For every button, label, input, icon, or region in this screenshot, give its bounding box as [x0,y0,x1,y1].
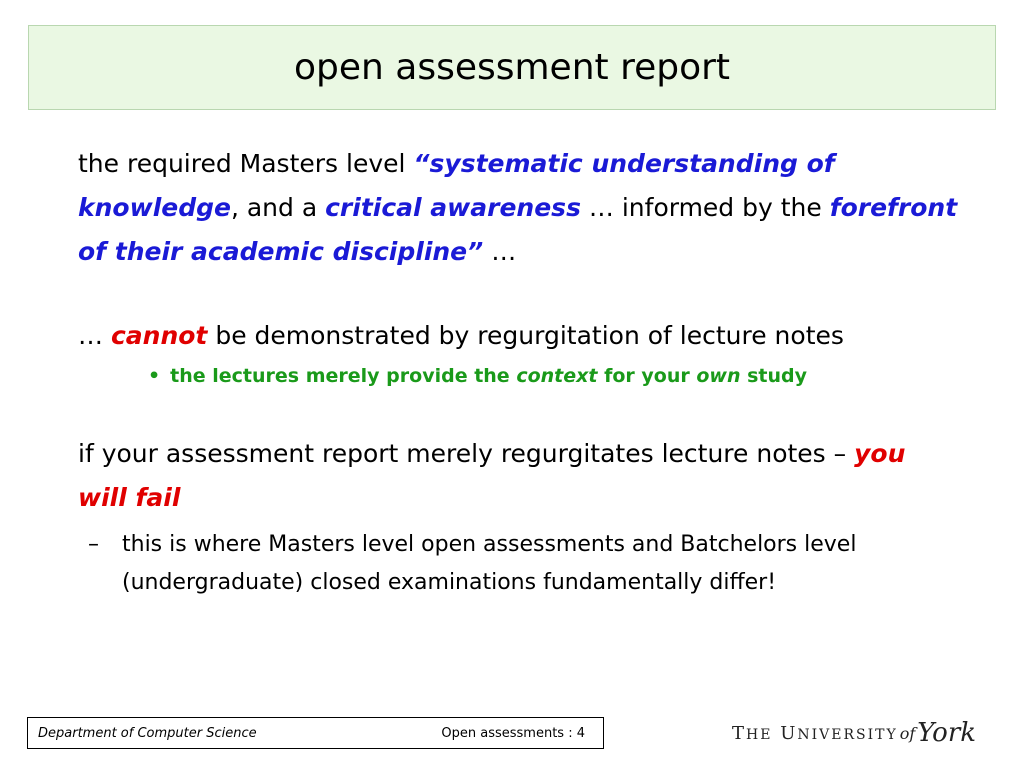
emphasis-cannot: cannot [110,321,208,350]
text: if your assessment report merely regurgitates lecture notes – [78,439,855,468]
footer-department: Department of Computer Science [38,725,257,741]
logo-word-the: THE [732,722,773,744]
close-quote: ” [467,237,484,266]
title-banner [28,25,996,110]
text: be demonstrated by regurgitation of lecture notes [207,321,844,350]
text: … informed by the [580,193,830,222]
open-quote: “ [413,149,430,178]
bullet-dash: – [88,532,99,557]
university-of-york-logo [732,714,994,752]
emphasis-systematic-understanding: systematic understanding of knowledge [78,149,835,222]
text: , and a [230,193,326,222]
emphasis-own: own [696,365,741,387]
emphasis-critical-awareness: critical awareness [325,193,581,222]
bullet-dot: • [148,365,161,387]
text: this is where Masters level open assessments and Batchelors level (undergraduate) closed examinations fundamentally differ! [122,532,857,595]
logo-word-york: York [917,718,977,748]
paragraph-cannot [78,314,958,358]
logo-word-of: of [899,723,916,743]
emphasis-you-will-fail: you will fail [78,439,906,512]
footer-bar [27,717,604,749]
emphasis-forefront: forefront of their academic discipline [78,193,958,266]
bullet-masters-vs-batchelors [88,526,958,602]
text: the required Masters level [78,149,414,178]
paragraph-regurgitates [78,432,958,520]
paragraph-masters-level [78,142,958,274]
text: the lectures merely provide the [170,365,517,387]
bullet-lectures-context [148,360,958,392]
slide-content [78,142,958,602]
logo-word-university: UNIVERSITY [780,722,898,744]
footer-page-label: Open assessments : 4 [441,725,585,741]
text: … [78,321,111,350]
text: study [740,365,808,387]
slide-title: open assessment report [293,47,731,88]
text: for your [597,365,697,387]
emphasis-context: context [516,365,598,387]
text: … [483,237,517,266]
